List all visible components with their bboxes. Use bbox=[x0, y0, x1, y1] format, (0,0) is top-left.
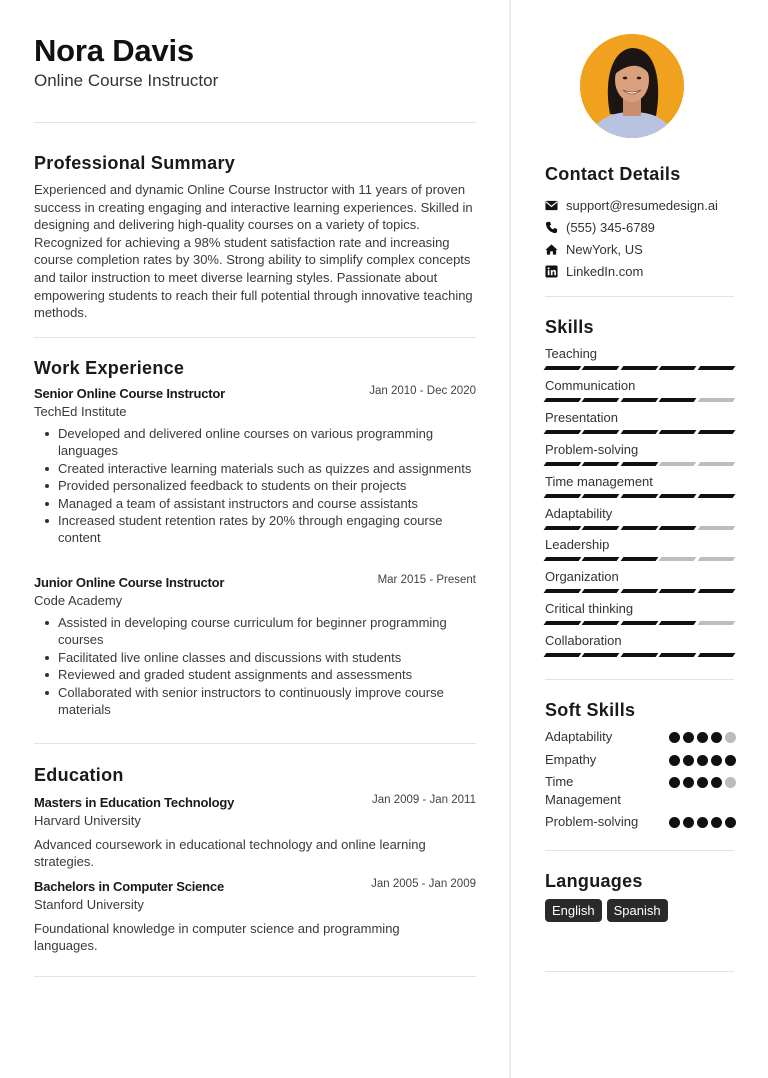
education-entry bbox=[34, 879, 476, 955]
skill-label: Collaboration bbox=[545, 633, 622, 648]
skill-bar-filled bbox=[544, 398, 582, 402]
rating-dot-filled bbox=[711, 777, 722, 788]
job-bullet: Managed a team of assistant instructors and course assistants bbox=[34, 495, 476, 512]
skill-bar-empty bbox=[697, 557, 735, 561]
skill-level-bars bbox=[545, 589, 734, 594]
degree: Bachelors in Computer Science bbox=[34, 879, 224, 894]
skill-bar-empty bbox=[697, 621, 735, 625]
skill-bar-filled bbox=[620, 526, 658, 530]
languages-list bbox=[545, 899, 668, 922]
rating-dot-filled bbox=[697, 777, 708, 788]
soft-skill-rating bbox=[669, 817, 736, 828]
skill-bar-filled bbox=[697, 653, 735, 657]
skill-bar-filled bbox=[659, 494, 697, 498]
rating-dot-filled bbox=[711, 755, 722, 766]
divider bbox=[545, 296, 734, 297]
skill-label: Teaching bbox=[545, 346, 598, 361]
skill-bar-filled bbox=[582, 557, 620, 561]
job-role: Senior Online Course Instructor bbox=[34, 386, 225, 401]
skill-bar-filled bbox=[620, 398, 658, 402]
skill-bar-empty bbox=[697, 526, 735, 530]
skill-label: Presentation bbox=[545, 410, 618, 425]
contact-email[interactable] bbox=[545, 197, 734, 215]
skill-item bbox=[545, 601, 734, 633]
skill-label: Communication bbox=[545, 378, 636, 393]
skill-bar-filled bbox=[544, 462, 582, 466]
rating-dot-filled bbox=[683, 755, 694, 766]
skill-bar-filled bbox=[697, 589, 735, 593]
skill-bar-filled bbox=[544, 621, 582, 625]
skill-bar-filled bbox=[620, 366, 658, 370]
skill-bar-filled bbox=[544, 589, 582, 593]
skill-level-bars bbox=[545, 398, 734, 403]
skill-bar-filled bbox=[659, 366, 697, 370]
skill-bar-filled bbox=[659, 430, 697, 434]
job-bullet: Developed and delivered online courses on various programming languages bbox=[34, 425, 476, 460]
job-entry bbox=[34, 386, 476, 547]
skill-level-bars bbox=[545, 557, 734, 562]
skill-bar-filled bbox=[620, 621, 658, 625]
job-role: Junior Online Course Instructor bbox=[34, 575, 225, 590]
divider bbox=[34, 743, 476, 744]
skill-bar-empty bbox=[697, 398, 735, 402]
divider bbox=[34, 976, 476, 977]
skill-bar-filled bbox=[582, 526, 620, 530]
skill-label: Leadership bbox=[545, 537, 610, 552]
divider bbox=[34, 122, 476, 123]
rating-dot-filled bbox=[669, 817, 680, 828]
job-bullet: Provided personalized feedback to students on their projects bbox=[34, 477, 476, 494]
skill-bar-filled bbox=[582, 462, 620, 466]
skill-bar-filled bbox=[582, 398, 620, 402]
contact-location bbox=[545, 241, 734, 259]
job-org: Code Academy bbox=[34, 593, 123, 608]
skill-bar-filled bbox=[620, 589, 658, 593]
skill-bar-filled bbox=[544, 430, 582, 434]
soft-skill-label: Time Management bbox=[545, 774, 621, 807]
skill-bar-filled bbox=[620, 462, 658, 466]
contact-text: support@resumedesign.ai bbox=[566, 198, 718, 213]
job-dates: Mar 2015 - Present bbox=[377, 574, 476, 586]
skill-bar-filled bbox=[659, 653, 697, 657]
skill-bar-filled bbox=[620, 430, 658, 434]
degree: Masters in Education Technology bbox=[34, 795, 235, 810]
contact-linkedin[interactable] bbox=[545, 263, 734, 281]
education-entry bbox=[34, 795, 476, 871]
rating-dot-filled bbox=[669, 755, 680, 766]
rating-dot-filled bbox=[669, 777, 680, 788]
skill-level-bars bbox=[545, 430, 734, 435]
education-desc: Advanced coursework in educational technology and online learning strategies. bbox=[34, 837, 426, 870]
skill-item bbox=[545, 410, 734, 442]
job-bullet: Assisted in developing course curriculum for beginner programming courses bbox=[34, 614, 476, 649]
phone-icon bbox=[545, 221, 558, 234]
experience-heading: Work Experience bbox=[34, 358, 185, 378]
person-portrait-icon bbox=[580, 34, 684, 138]
skill-bar-filled bbox=[697, 366, 735, 370]
skill-level-bars bbox=[545, 526, 734, 531]
rating-dot-filled bbox=[711, 817, 722, 828]
divider bbox=[34, 337, 476, 338]
skill-label: Problem-solving bbox=[545, 442, 639, 457]
skill-label: Time management bbox=[545, 474, 653, 489]
soft-skill-label: Problem-solving bbox=[545, 814, 639, 829]
skill-bar-filled bbox=[544, 653, 582, 657]
skill-bar-filled bbox=[582, 653, 620, 657]
rating-dot-filled bbox=[669, 732, 680, 743]
column-divider bbox=[509, 0, 511, 1078]
rating-dot-filled bbox=[683, 777, 694, 788]
rating-dot-filled bbox=[697, 755, 708, 766]
skill-item bbox=[545, 506, 734, 538]
soft-skills-heading: Soft Skills bbox=[545, 700, 636, 720]
skill-bar-filled bbox=[582, 621, 620, 625]
contact-heading: Contact Details bbox=[545, 164, 681, 184]
summary-heading: Professional Summary bbox=[34, 153, 236, 173]
language-tag: English bbox=[545, 899, 602, 922]
skill-bar-filled bbox=[620, 557, 658, 561]
job-org: TechEd Institute bbox=[34, 404, 127, 419]
job-entry bbox=[34, 575, 476, 718]
school: Harvard University bbox=[34, 813, 141, 828]
home-icon bbox=[545, 243, 558, 256]
skill-level-bars bbox=[545, 621, 734, 626]
rating-dot-empty bbox=[725, 732, 736, 743]
skill-label: Adaptability bbox=[545, 506, 613, 521]
job-bullet: Created interactive learning materials such as quizzes and assignments bbox=[34, 460, 476, 477]
skill-bar-filled bbox=[582, 430, 620, 434]
skill-bar-filled bbox=[697, 494, 735, 498]
school: Stanford University bbox=[34, 897, 144, 912]
skill-item bbox=[545, 474, 734, 506]
skill-item bbox=[545, 537, 734, 569]
job-bullet: Collaborated with senior instructors to continuously improve course materials bbox=[34, 684, 476, 719]
skill-bar-filled bbox=[544, 526, 582, 530]
contact-text: (555) 345-6789 bbox=[566, 220, 655, 235]
skill-item bbox=[545, 569, 734, 601]
skill-item bbox=[545, 442, 734, 474]
skill-bar-filled bbox=[544, 366, 582, 370]
skill-bar-filled bbox=[659, 526, 697, 530]
skill-bar-filled bbox=[620, 653, 658, 657]
job-bullet: Facilitated live online classes and discussions with students bbox=[34, 649, 476, 666]
language-tag: Spanish bbox=[607, 899, 668, 922]
skill-bar-filled bbox=[697, 430, 735, 434]
skill-item bbox=[545, 378, 734, 410]
contact-text: NewYork, US bbox=[566, 242, 643, 257]
skill-bar-filled bbox=[582, 366, 620, 370]
envelope-icon bbox=[545, 199, 558, 212]
divider bbox=[545, 850, 734, 851]
job-bullet: Reviewed and graded student assignments and assessments bbox=[34, 666, 476, 683]
rating-dot-empty bbox=[725, 777, 736, 788]
skill-bar-empty bbox=[659, 557, 697, 561]
job-bullet: Increased student retention rates by 20% through engaging course content bbox=[34, 512, 476, 547]
skill-bar-filled bbox=[582, 589, 620, 593]
education-desc: Foundational knowledge in computer science and programming languages. bbox=[34, 921, 400, 954]
rating-dot-filled bbox=[725, 817, 736, 828]
education-dates: Jan 2009 - Jan 2011 bbox=[371, 794, 476, 806]
education-dates: Jan 2005 - Jan 2009 bbox=[371, 878, 476, 890]
rating-dot-filled bbox=[697, 817, 708, 828]
soft-skill-rating bbox=[669, 777, 736, 788]
skill-bar-filled bbox=[544, 494, 582, 498]
skill-bar-filled bbox=[620, 494, 658, 498]
job-bullets bbox=[34, 425, 476, 547]
contact-phone[interactable] bbox=[545, 219, 734, 237]
candidate-name: Nora Davis bbox=[34, 33, 194, 68]
job-bullets bbox=[34, 614, 476, 718]
soft-skill-rating bbox=[669, 755, 736, 766]
divider bbox=[545, 971, 734, 972]
skill-level-bars bbox=[545, 462, 734, 467]
candidate-title: Online Course Instructor bbox=[34, 71, 219, 90]
profile-photo bbox=[580, 34, 684, 138]
skill-bar-filled bbox=[659, 589, 697, 593]
contact-text: LinkedIn.com bbox=[566, 264, 644, 279]
rating-dot-filled bbox=[683, 817, 694, 828]
linkedin-icon bbox=[545, 265, 558, 278]
skill-item bbox=[545, 346, 734, 378]
soft-skill-label: Empathy bbox=[545, 752, 597, 767]
soft-skill-label: Adaptability bbox=[545, 729, 613, 744]
skills-heading: Skills bbox=[545, 317, 594, 337]
skill-level-bars bbox=[545, 653, 734, 658]
skill-level-bars bbox=[545, 494, 734, 499]
skill-bar-empty bbox=[697, 462, 735, 466]
rating-dot-filled bbox=[683, 732, 694, 743]
rating-dot-filled bbox=[697, 732, 708, 743]
skill-bar-filled bbox=[582, 494, 620, 498]
skill-label: Critical thinking bbox=[545, 601, 634, 616]
education-heading: Education bbox=[34, 765, 124, 785]
skill-bar-empty bbox=[659, 462, 697, 466]
languages-heading: Languages bbox=[545, 871, 643, 891]
job-dates: Jan 2010 - Dec 2020 bbox=[369, 385, 476, 397]
rating-dot-filled bbox=[725, 755, 736, 766]
skill-level-bars bbox=[545, 366, 734, 371]
soft-skill-rating bbox=[669, 732, 736, 743]
skill-bar-filled bbox=[544, 557, 582, 561]
divider bbox=[545, 679, 734, 680]
skill-item bbox=[545, 633, 734, 665]
rating-dot-filled bbox=[711, 732, 722, 743]
skill-bar-filled bbox=[659, 398, 697, 402]
skill-bar-filled bbox=[659, 621, 697, 625]
skill-label: Organization bbox=[545, 569, 619, 584]
summary-text: Experienced and dynamic Online Course Instructor with 11 years of proven success in creating engaging and interactive learning experiences. Skilled in designing and delivering high-quality courses on a variety of topics. Recognized for achieving a 98% student satisfaction rate and increasing course completion rates by 30%. Strong ability to simplify complex concepts and tailor instruction to meet diverse learning styles. Passionate about empowering students to reach their full potential through innovative teaching methods. bbox=[34, 182, 473, 321]
